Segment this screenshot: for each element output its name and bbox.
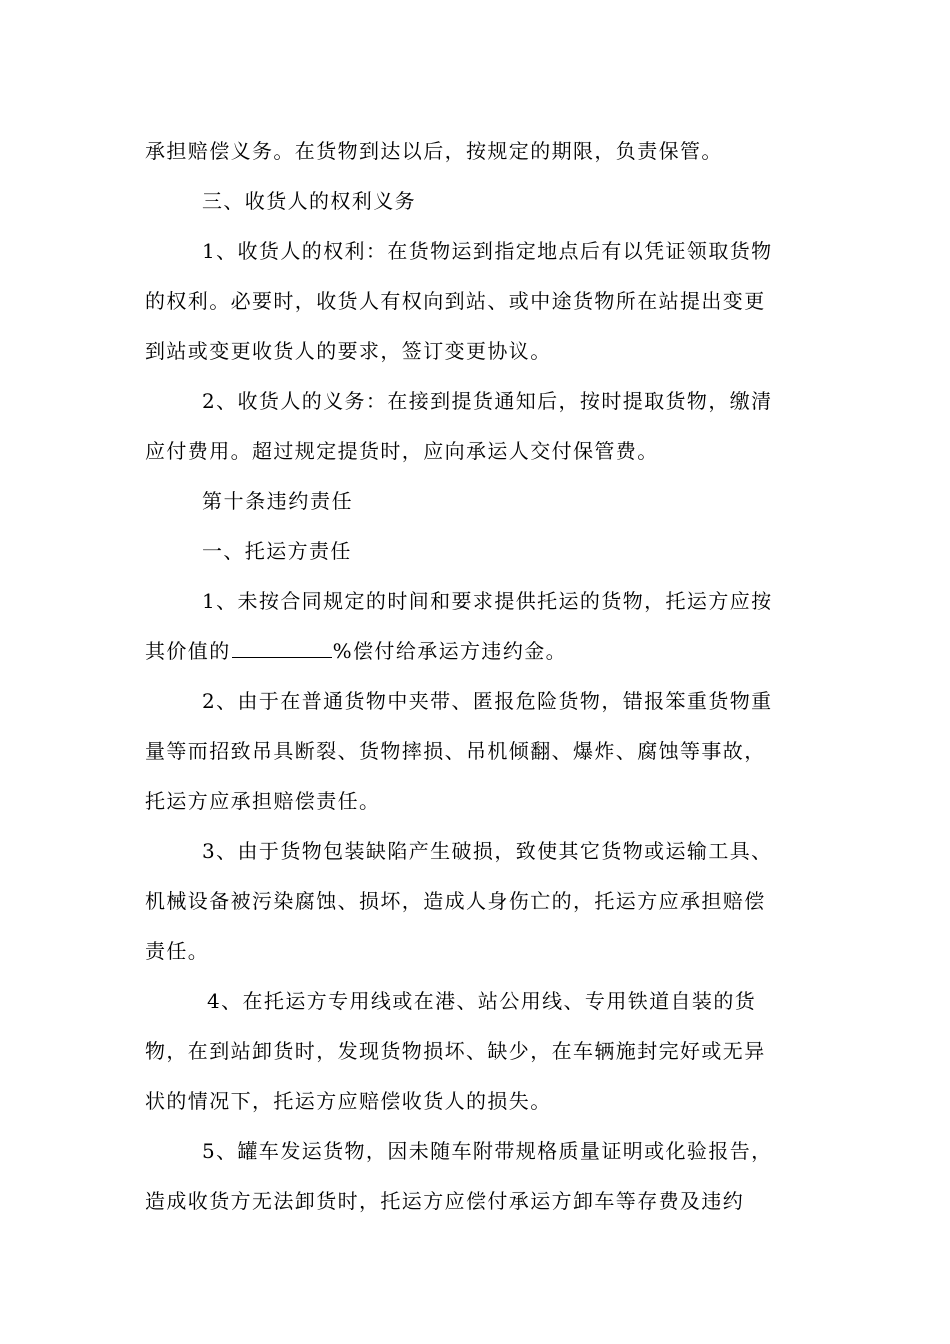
paragraph-line: 4、在托运方专用线或在港、站公用线、专用铁道自装的货 [207,989,757,1013]
paragraph-line: 应付费用。超过规定提货时，应向承运人交付保管费。 [145,439,659,463]
paragraph-line: 1、收货人的权利：在货物运到指定地点后有以凭证领取货物 [202,239,773,263]
paragraph-line: 5、罐车发运货物，因未随车附带规格质量证明或化验报告， [202,1139,773,1163]
paragraph-line-with-blank [145,637,815,665]
paragraph-line: 机械设备被污染腐蚀、损坏，造成人身伤亡的，托运方应承担赔偿 [145,889,766,913]
paragraph-line: 1、未按合同规定的时间和要求提供托运的货物，托运方应按 [202,589,773,613]
paragraph-line: 责任。 [145,939,210,963]
text-segment: %偿付给承运方违约金。 [332,639,568,663]
section-heading: 一、托运方责任 [202,539,352,563]
paragraph-line: 到站或变更收货人的要求，签订变更协议。 [145,339,552,363]
fill-in-blank [232,639,332,658]
paragraph-line: 的权利。必要时，收货人有权向到站、或中途货物所在站提出变更 [145,289,766,313]
paragraph-line: 物，在到站卸货时，发现货物损坏、缺少，在车辆施封完好或无异 [145,1039,766,1063]
text-segment: 其价值的 [145,639,231,663]
paragraph-line: 状的情况下，托运方应赔偿收货人的损失。 [145,1089,552,1113]
article-heading: 第十条违约责任 [202,489,354,513]
paragraph-line: 托运方应承担赔偿责任。 [145,789,381,813]
section-heading: 三、收货人的权利义务 [202,189,416,213]
paragraph-line: 3、由于货物包装缺陷产生破损，致使其它货物或运输工具、 [202,839,773,863]
paragraph-line: 量等而招致吊具断裂、货物摔损、吊机倾翻、爆炸、腐蚀等事故， [145,739,766,763]
paragraph-line: 承担赔偿义务。在货物到达以后，按规定的期限，负责保管。 [145,139,723,163]
paragraph-line: 造成收货方无法卸货时，托运方应偿付承运方卸车等存费及违约 [145,1189,745,1213]
paragraph-line: 2、收货人的义务：在接到提货通知后，按时提取货物，缴清 [202,389,773,413]
paragraph-line: 2、由于在普通货物中夹带、匿报危险货物，错报笨重货物重 [202,689,773,713]
